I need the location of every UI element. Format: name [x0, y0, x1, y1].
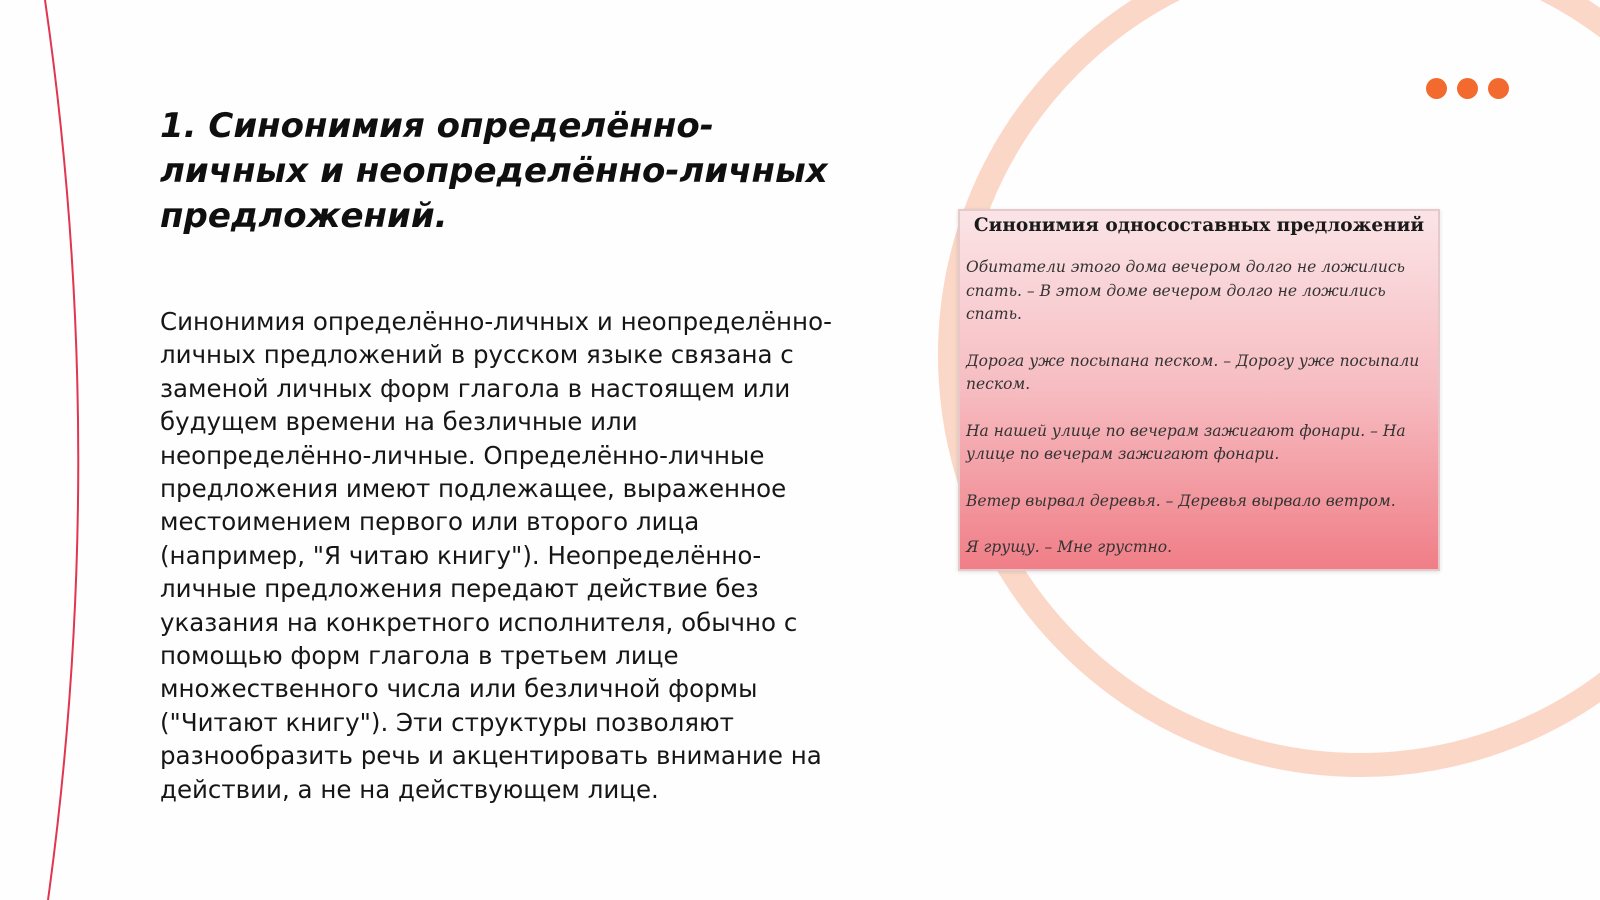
- dot: [1426, 78, 1447, 99]
- example-item: Обитатели этого дома вечером долго не ложились спать. – В этом доме вечером долго не ложились спать.: [966, 258, 1405, 323]
- examples-card-title: Синонимия односоставных предложений: [973, 215, 1425, 236]
- example-item: Ветер вырвал деревья. – Деревья вырвало ветром.: [966, 491, 1396, 510]
- slide-body-text: Синонимия определённо-личных и неопределённо-личных предложений в русском языке связана с заменой личных форм глагола в настоящем или будущем времени на безличные или неопределённо-личные. Определённо-личные предложения имеют подлежащее, выраженное местоимением первого или второго лица (например, "Я читаю книгу"). Неопределённо-личные предложения передают действие без указания на конкретного исполнителя, обычно с помощью форм глагола в третьем лице множественного числа или безличной формы ("Читают книгу"). Эти структуры позволяют разнообразить речь и акцентировать внимание на действии, а не на действующем лице.: [160, 307, 832, 804]
- dot: [1457, 78, 1478, 99]
- examples-list: [966, 256, 1432, 560]
- dots-icon: [1426, 78, 1509, 99]
- slide-title: 1. Синонимия определённо-личных и неопределённо-личных предложений.: [160, 106, 828, 236]
- dot: [1488, 78, 1509, 99]
- examples-card: [958, 209, 1440, 571]
- example-item: На нашей улице по вечерам зажигают фонари. – На улице по вечерам зажигают фонари.: [966, 421, 1406, 463]
- example-item: Я грущу. – Мне грустно.: [966, 538, 1173, 556]
- example-item: Дорога уже посыпана песком. – Дорогу уже посыпали песком.: [966, 351, 1420, 393]
- left-curve-line: [45, 0, 78, 900]
